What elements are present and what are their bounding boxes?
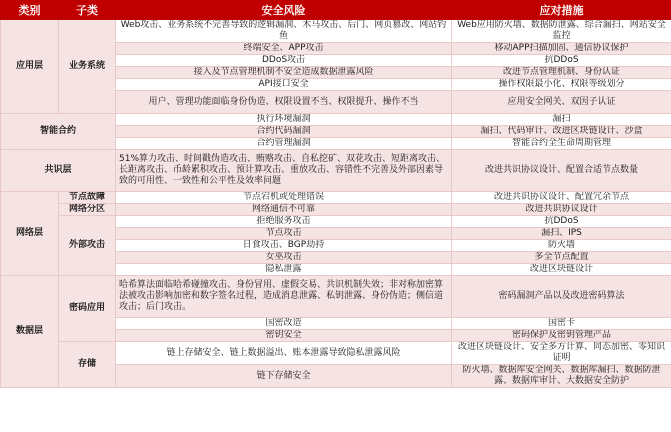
risk-cell: 接入及节点管理机制不安全造成数据泄露风险: [116, 67, 452, 79]
category-cell: 网络层: [1, 192, 59, 276]
table-row: [1, 342, 671, 365]
risk-cell: 隐私泄露: [116, 264, 452, 276]
risk-cell: 执行环境漏洞: [116, 114, 452, 126]
table-row: [1, 192, 671, 204]
header-subcategory: 子类: [59, 1, 116, 20]
risk-cell: 国密改造: [116, 318, 452, 330]
measure-cell: Web应用防火墙、数据防泄露、综合漏扫、网站安全监控: [452, 20, 671, 43]
measure-cell: 漏扫、代码审计、改进区块链设计、沙盒: [452, 126, 671, 138]
subcategory-cell: 外部攻击: [59, 216, 116, 276]
risk-cell: 女巫攻击: [116, 252, 452, 264]
measure-cell: 漏扫、IPS: [452, 228, 671, 240]
header-risk: 安全风险: [116, 1, 452, 20]
measure-cell: 改进共识协议设计: [452, 204, 671, 216]
risk-cell: 节点攻击: [116, 228, 452, 240]
risk-cell: DDoS攻击: [116, 55, 452, 67]
risk-cell: 日食攻击、BGP劫持: [116, 240, 452, 252]
subcategory-cell: 业务系统: [59, 20, 116, 114]
table-row: [1, 216, 671, 228]
risk-cell: 节点宕机或处理错误: [116, 192, 452, 204]
measure-cell: 抗DDoS: [452, 55, 671, 67]
measure-cell: 改进共识协议设计、配置冗余节点: [452, 192, 671, 204]
measure-cell: 改进区块链设计、安全多方计算、同态加密、零知识证明: [452, 342, 671, 365]
category-cell: 共识层: [1, 150, 116, 192]
measure-cell: 智能合约全生命周期管理: [452, 138, 671, 150]
header-category: 类别: [1, 1, 59, 20]
measure-cell: 密码漏洞产品以及改进密码算法: [452, 276, 671, 318]
measure-cell: 改进区块链设计: [452, 264, 671, 276]
subcategory-cell: 密码应用: [59, 276, 116, 342]
measure-cell: 改进节点管理机制、身份认证: [452, 67, 671, 79]
measure-cell: 操作权限最小化、权限等级划分: [452, 79, 671, 91]
risk-cell: 终端安全、APP攻击: [116, 43, 452, 55]
risk-cell: 哈希算法面临哈希碰撞攻击、身份冒用、虚假交易、共识机制失效；非对称加密算法被攻击影响加密和数字签名过程，造成消息泄露、私钥泄露、身份伪造；侧信道攻击；后门攻击。: [116, 276, 452, 318]
risk-cell: 密钥安全: [116, 330, 452, 342]
measure-cell: 密码保护及密钥管理产品: [452, 330, 671, 342]
risk-cell: API接口安全: [116, 79, 452, 91]
measure-cell: 应用安全网关、双因子认证: [452, 91, 671, 114]
measure-cell: 抗DDoS: [452, 216, 671, 228]
measure-cell: 移动APP扫描加固、通信协议保护: [452, 43, 671, 55]
category-cell: 数据层: [1, 276, 59, 388]
subcategory-cell: 存储: [59, 342, 116, 388]
table-row: [1, 150, 671, 192]
subcategory-cell: 节点故障: [59, 192, 116, 204]
risk-cell: Web攻击、业务系统不完善导致的逻辑漏洞、木马攻击、后门、网页篡改、网站钓鱼: [116, 20, 452, 43]
table-row: [1, 276, 671, 318]
table-row: [1, 20, 671, 43]
risk-cell: 链下存储安全: [116, 365, 452, 388]
header-row: [1, 1, 671, 20]
header-measure: 应对措施: [452, 1, 671, 20]
risk-cell: 合约管理漏洞: [116, 138, 452, 150]
measure-cell: 漏扫: [452, 114, 671, 126]
subcategory-cell: 网络分区: [59, 204, 116, 216]
category-cell: 智能合约: [1, 114, 116, 150]
category-cell: 应用层: [1, 20, 59, 114]
measure-cell: 防火墙、数据库安全网关、数据库漏扫、数据防泄露、数据库审计、大数据安全防护: [452, 365, 671, 388]
risk-cell: 链上存储安全、链上数据溢出、账本泄露导致隐私泄露风险: [116, 342, 452, 365]
risk-cell: 51%算力攻击、时间戳伪造攻击、贿赂攻击、自私挖矿、双花攻击、短距离攻击、长距离攻击、币龄累积攻击、预计算攻击、重放攻击、容错性不完善及外部因素导致的可用性、一致性和公平性及效率问题: [116, 150, 452, 192]
measure-cell: 国密卡: [452, 318, 671, 330]
measure-cell: 多全节点配置: [452, 252, 671, 264]
table-row: [1, 114, 671, 126]
measure-cell: 改进共识协议设计、配置合适节点数量: [452, 150, 671, 192]
table-row: [1, 204, 671, 216]
risk-cell: 拒绝服务攻击: [116, 216, 452, 228]
risk-cell: 用户、管理功能面临身份伪造、权限设置不当、权限提升、操作不当: [116, 91, 452, 114]
risk-cell: 网络通信不可靠: [116, 204, 452, 216]
measure-cell: 防火墙: [452, 240, 671, 252]
risk-cell: 合约代码漏洞: [116, 126, 452, 138]
